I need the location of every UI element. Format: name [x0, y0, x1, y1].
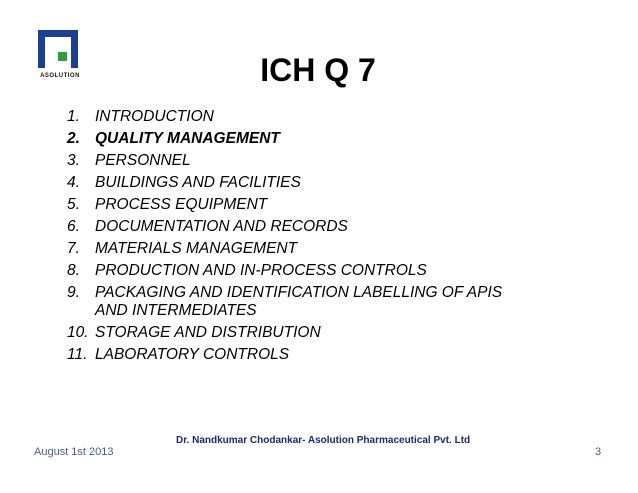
- contents-list: [67, 106, 502, 366]
- list-item: [67, 282, 502, 322]
- item-text: MATERIALS MANAGEMENT: [95, 240, 298, 257]
- item-number: 2.: [67, 130, 80, 147]
- item-text: STORAGE AND DISTRIBUTION: [95, 324, 321, 341]
- slide-title: ICH Q 7: [260, 52, 376, 88]
- list-item: [67, 150, 502, 172]
- company-logo: [33, 30, 87, 82]
- item-text: LABORATORY CONTROLS: [95, 346, 290, 363]
- item-text: PRODUCTION AND IN-PROCESS CONTROLS: [95, 262, 427, 279]
- item-number: 7.: [67, 240, 80, 257]
- item-number: 6.: [67, 218, 80, 235]
- footer-date: August 1st 2013: [34, 446, 114, 458]
- page-number: 3: [595, 446, 602, 458]
- item-number: 4.: [67, 174, 80, 191]
- item-text: PERSONNEL: [95, 152, 191, 169]
- item-number: 1.: [67, 108, 80, 125]
- item-number: 5.: [67, 196, 80, 213]
- footer-author: Dr. Nandkumar Chodankar- Asolution Pharmaceutical Pvt. Ltd: [176, 435, 471, 446]
- item-text: PACKAGING AND IDENTIFICATION LABELLING OF APIS: [95, 284, 503, 301]
- list-item: [67, 106, 502, 128]
- list-item: [67, 128, 502, 150]
- item-text-continued: AND INTERMEDIATES: [95, 302, 257, 319]
- list-item: [67, 322, 502, 344]
- item-number: 10.: [67, 324, 89, 341]
- list-item: [67, 260, 502, 282]
- item-text: BUILDINGS AND FACILITIES: [95, 174, 301, 191]
- item-number: 11.: [67, 346, 88, 363]
- item-text: PROCESS EQUIPMENT: [95, 196, 268, 213]
- item-text-wrapper: [95, 282, 502, 322]
- item-text: INTRODUCTION: [95, 108, 214, 125]
- item-text: DOCUMENTATION AND RECORDS: [95, 218, 348, 235]
- item-number: 8.: [67, 262, 80, 279]
- logo-text: ASOLUTION: [40, 73, 80, 79]
- asolution-logo-icon: [38, 30, 78, 68]
- list-item: [67, 194, 502, 216]
- list-item: [67, 238, 502, 260]
- list-item: [67, 172, 502, 194]
- item-number: 9.: [67, 284, 80, 301]
- list-item: [67, 216, 502, 238]
- list-item: [67, 344, 502, 366]
- item-text: QUALITY MANAGEMENT: [95, 130, 280, 147]
- item-number: 3.: [67, 152, 80, 169]
